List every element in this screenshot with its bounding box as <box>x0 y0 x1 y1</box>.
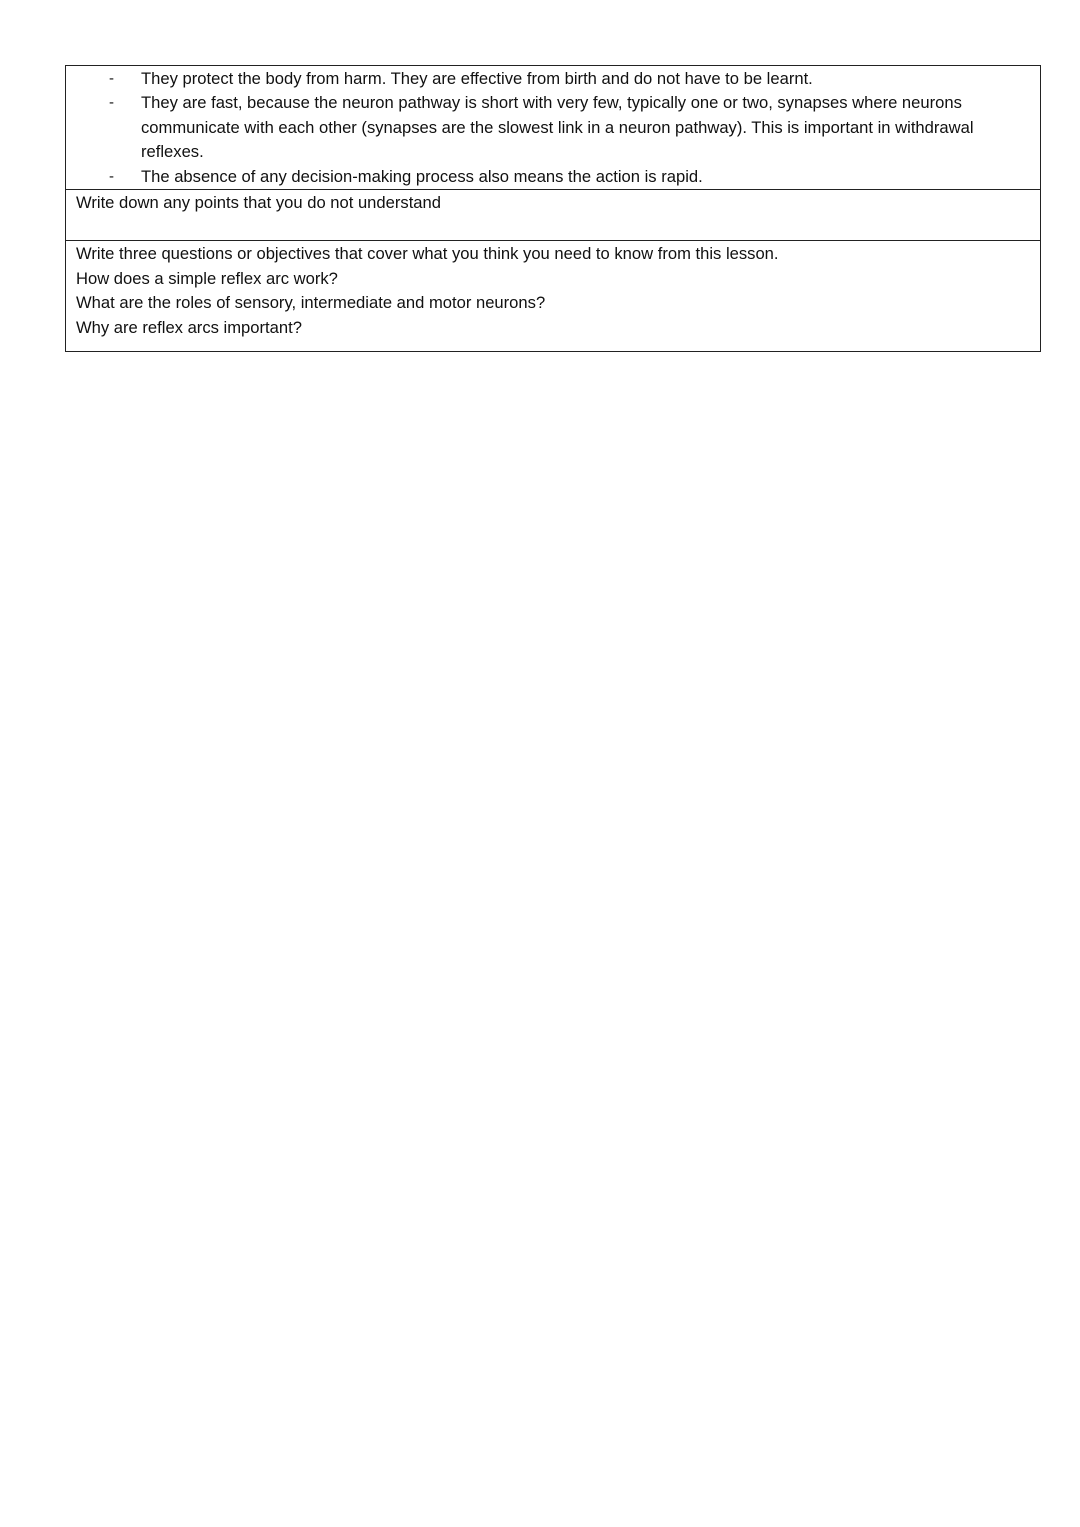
bullet-item <box>66 91 1030 164</box>
questions-objectives-cell[interactable] <box>65 241 1041 352</box>
question-item: Why are reflex arcs important? <box>76 317 302 337</box>
bullet-dash: - <box>109 94 114 112</box>
worksheet-table <box>65 65 1041 352</box>
reflex-reasons-cell <box>65 65 1041 190</box>
points-not-understood-cell[interactable] <box>65 190 1041 241</box>
question-item: How does a simple reflex arc work? <box>76 268 338 288</box>
questions-prompt: Write three questions or objectives that cover what you think you need to know from this lesson. <box>76 244 779 264</box>
bullet-item <box>66 165 1030 189</box>
points-prompt: Write down any points that you do not understand <box>76 193 441 213</box>
bullet-item <box>66 67 1030 91</box>
bullet-text: They protect the body from harm. They are effective from birth and do not have to be learnt. <box>141 69 813 88</box>
question-item: What are the roles of sensory, intermediate and motor neurons? <box>76 293 546 313</box>
reasons-bullet-list <box>66 66 1040 189</box>
bullet-dash: - <box>109 70 114 87</box>
bullet-text: The absence of any decision-making process also means the action is rapid. <box>141 166 703 186</box>
bullet-dash: - <box>109 167 114 185</box>
bullet-text: They are fast, because the neuron pathway is short with very few, typically one or two, synapses where neurons communicate with each other (synapses are the slowest link in a neuron pathway). This is important in withdrawal reflexes. <box>141 93 974 162</box>
